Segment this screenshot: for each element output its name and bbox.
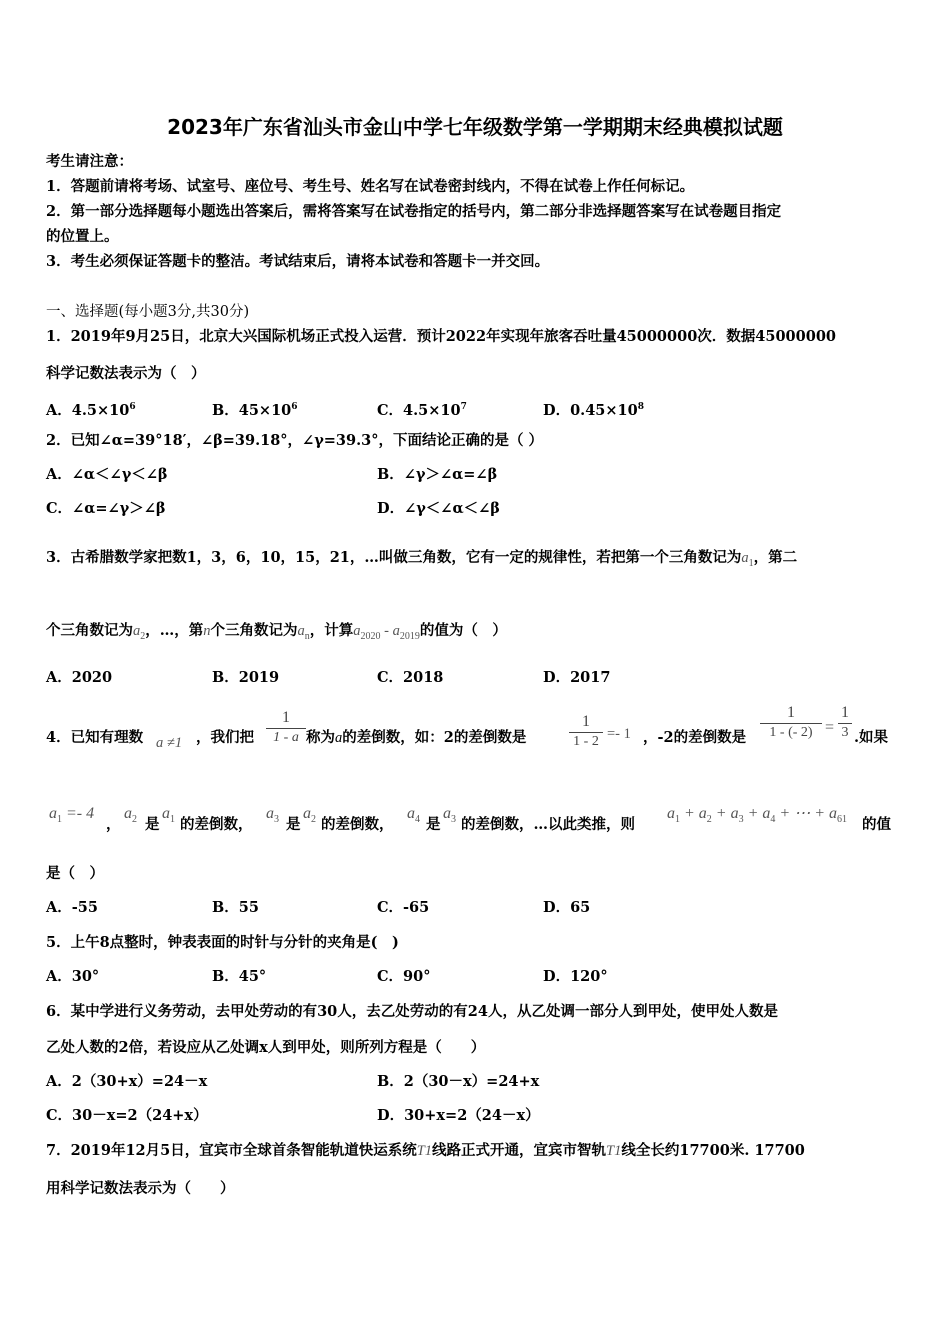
notice-item: 1．答题前请将考场、试室号、座位号、考生号、姓名写在试卷密封线内，不得在试卷上作任何标记。 bbox=[46, 178, 695, 195]
stem-text: ，第二 bbox=[753, 549, 798, 566]
question-3-stem-cont bbox=[46, 621, 507, 647]
question-3-stem bbox=[46, 548, 797, 574]
option-text: B．45×10 bbox=[212, 402, 292, 419]
math-difference: $a_{2020} - a_{2019}$ bbox=[353, 623, 420, 642]
option-b[interactable]: B．∠γ＞∠α=∠β bbox=[377, 466, 498, 483]
option-c[interactable]: C．30－x=2（24+x） bbox=[46, 1107, 208, 1124]
math-equals-minus-one: =- 1 bbox=[607, 726, 631, 742]
option-b[interactable]: B．45° bbox=[212, 968, 267, 985]
notice-item: 2．第一部分选择题每小题选出答案后，需将答案写在试卷指定的括号内，第二部分非选择题答案写在试卷题目指定 bbox=[46, 203, 782, 220]
option-a[interactable]: A．30° bbox=[46, 968, 100, 985]
question-7-stem-cont: 用科学记数法表示为（ ） bbox=[46, 1180, 235, 1197]
stem-text: 的值 bbox=[862, 816, 891, 833]
option-d[interactable]: D．120° bbox=[543, 968, 608, 985]
stem-text: 称为a的差倒数，如：2的差倒数是 bbox=[306, 729, 527, 746]
option-c[interactable]: C．90° bbox=[377, 968, 431, 985]
stem-text: 的差倒数， bbox=[180, 816, 253, 833]
stem-text: 是 bbox=[426, 816, 441, 833]
option-text: D．0.45×10 bbox=[543, 402, 638, 419]
math-sum: $a_1 + a_2 + a_3 + a_4$ + ⋯ + $a_{61}$ bbox=[667, 805, 847, 825]
math-an: $a_n$ bbox=[297, 623, 310, 642]
option-d[interactable]: D．2017 bbox=[543, 669, 611, 686]
notice-heading: 考生请注意： bbox=[46, 153, 133, 170]
exponent: 6 bbox=[291, 402, 298, 412]
stem-text: 的差倒数，…以此类推，则 bbox=[461, 816, 635, 833]
math-equals: = bbox=[825, 719, 835, 736]
math-condition: a ≠1 bbox=[156, 735, 183, 751]
question-4-stem: 4．已知有理数 bbox=[46, 729, 144, 746]
option-a[interactable]: A．2020 bbox=[46, 669, 113, 686]
option-a[interactable] bbox=[46, 397, 136, 421]
option-b[interactable]: B．2019 bbox=[212, 669, 280, 686]
option-c[interactable]: C．2018 bbox=[377, 669, 444, 686]
option-b[interactable]: B．2（30－x）=24+x bbox=[377, 1073, 540, 1090]
question-5-stem: 5．上午8点整时，钟表表面的时针与分针的夹角是( ) bbox=[46, 934, 399, 951]
option-b[interactable] bbox=[212, 397, 298, 421]
stem-text: ，我们把 bbox=[196, 729, 254, 746]
question-6-stem-cont: 乙处人数的2倍，若设应从乙处调x人到甲处，则所列方程是（ ） bbox=[46, 1039, 486, 1056]
option-d[interactable] bbox=[543, 397, 644, 421]
question-7-stem bbox=[46, 1141, 805, 1161]
notice-item: 3．考生必须保证答题卡的整洁。考试结束后，请将本试卷和答题卡一并交回。 bbox=[46, 253, 550, 270]
stem-text: 是 bbox=[145, 816, 160, 833]
option-d[interactable]: D．65 bbox=[543, 899, 591, 916]
fraction-example-2: 1 1 - (- 2) bbox=[760, 704, 822, 741]
math-a4: $a_4$ bbox=[407, 805, 420, 825]
question-6-stem: 6．某中学进行义务劳动，去甲处劳动的有30人，去乙处劳动的有24人，从乙处调一部分人到甲处，使甲处人数是 bbox=[46, 1003, 778, 1020]
option-a[interactable]: A．2（30+x）=24－x bbox=[46, 1073, 208, 1090]
math-a2: $a_2$ bbox=[133, 623, 146, 642]
stem-text: 的值为（ ） bbox=[419, 622, 507, 639]
math-t1: T1 bbox=[606, 1143, 622, 1159]
option-c[interactable] bbox=[377, 397, 467, 421]
stem-text: ，计算 bbox=[309, 622, 354, 639]
question-1-stem-cont: 科学记数法表示为（ ） bbox=[46, 365, 206, 382]
option-a[interactable]: A．-55 bbox=[46, 899, 98, 916]
math-a1-value: $a_1 =- 4$ bbox=[49, 805, 95, 825]
question-1-stem: 1．2019年9月25日，北京大兴国际机场正式投入运营．预计2022年实现年旅客吞吐量45000000次．数据45000000 bbox=[46, 328, 836, 345]
exponent: 7 bbox=[460, 402, 467, 412]
math-t1: T1 bbox=[416, 1143, 433, 1159]
math-a3: $a_3$ bbox=[443, 805, 456, 825]
math-a1: $a_1$ bbox=[741, 550, 754, 569]
fraction-example-1: 1 1 - 2 bbox=[569, 713, 603, 750]
option-text: A．4.5×10 bbox=[46, 402, 130, 419]
section-heading: 一、选择题(每小题3分,共30分) bbox=[46, 304, 250, 320]
stem-text: ，…，第 bbox=[145, 622, 204, 639]
option-a[interactable]: A．∠α＜∠γ＜∠β bbox=[46, 466, 168, 483]
math-a2: $a_2$ bbox=[124, 805, 137, 825]
stem-text: 是 bbox=[286, 816, 301, 833]
math-a3: $a_3$ bbox=[266, 805, 279, 825]
option-c[interactable]: C．∠α=∠γ＞∠β bbox=[46, 500, 166, 517]
stem-text: ， bbox=[106, 816, 121, 833]
option-b[interactable]: B．55 bbox=[212, 899, 259, 916]
option-c[interactable]: C．-65 bbox=[377, 899, 430, 916]
stem-text: 的差倒数， bbox=[321, 816, 394, 833]
stem-text: ，-2的差倒数是 bbox=[643, 729, 747, 746]
math-a1: $a_1$ bbox=[162, 805, 175, 825]
stem-text: 线路正式开通，宜宾市智轨 bbox=[432, 1142, 607, 1159]
fraction-one-third: 1 3 bbox=[838, 704, 852, 741]
page-title: 2023年广东省汕头市金山中学七年级数学第一学期期末经典模拟试题 bbox=[167, 115, 783, 139]
exponent: 8 bbox=[637, 402, 644, 412]
math-n: n bbox=[203, 623, 211, 639]
question-2-stem: 2．已知∠α=39°18′，∠β=39.18°，∠γ=39.3°，下面结论正确的是（ ） bbox=[46, 432, 544, 449]
option-text: C．4.5×10 bbox=[377, 402, 461, 419]
stem-text: 个三角数记为 bbox=[46, 622, 133, 639]
stem-text: 7．2019年12月5日，宜宾市全球首条智能轨道快运系统 bbox=[46, 1142, 417, 1159]
stem-text: .如果 bbox=[854, 729, 889, 746]
stem-text: 个三角数记为 bbox=[210, 622, 298, 639]
exponent: 6 bbox=[129, 402, 136, 412]
stem-text: 3．古希腊数学家把数1，3，6，10，15，21，…叫做三角数，它有一定的规律性，若把第一个三角数记为 bbox=[46, 549, 742, 566]
option-d[interactable]: D．∠γ＜∠α＜∠β bbox=[377, 500, 500, 517]
question-4-stem-cont: 是（ ） bbox=[46, 865, 104, 882]
notice-item: 的位置上。 bbox=[46, 228, 119, 245]
stem-text: 线全长约17700米. 17700 bbox=[621, 1142, 805, 1159]
option-d[interactable]: D．30+x=2（24－x） bbox=[377, 1107, 540, 1124]
math-a2: $a_2$ bbox=[303, 805, 316, 825]
fraction-reciprocal-definition: 1 1 - a bbox=[266, 709, 306, 746]
